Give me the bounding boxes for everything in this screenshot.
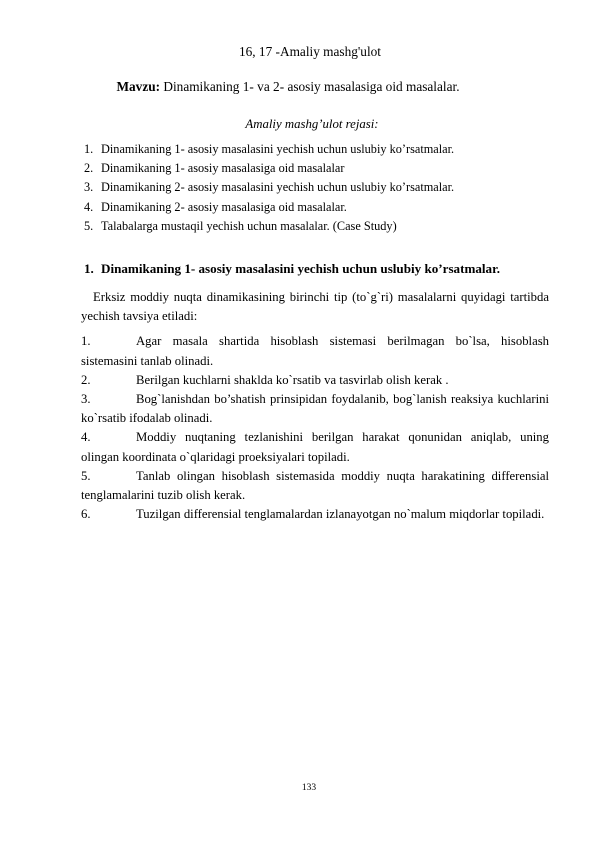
plan-item-text: Dinamikaning 2- asosiy masalasiga oid masalalar.	[101, 199, 347, 214]
step-paragraph	[81, 505, 549, 524]
plan-item	[84, 178, 454, 197]
step-text: Bog`lanishdan bo’shatish prinsipidan foydalanib, bog`lanish reaksiya kuchlarini ko`rsatib ifodalab olinadi.	[81, 392, 549, 426]
plan-item-text: Talabalarga mustaqil yechish uchun masalalar. (Case Study)	[101, 218, 397, 233]
step-text: Tanlab olingan hisoblash sistemasida moddiy nuqta harakatining differensial tenglamalarini tuzib olish kerak.	[81, 468, 549, 503]
plan-item	[84, 140, 454, 159]
topic-label: Mavzu:	[116, 79, 161, 94]
plan-item	[84, 217, 454, 236]
plan-heading: Amaliy mashg’ulot rejasi:	[245, 117, 379, 131]
step-number: 1.	[81, 334, 91, 349]
step-paragraph	[81, 371, 549, 390]
plan-item-number: 5.	[84, 218, 94, 233]
step-text: Berilgan kuchlarni shaklda ko`rsatib va tasvirlab olish kerak .	[136, 372, 449, 387]
step-number: 3.	[81, 392, 91, 407]
topic-line	[0, 79, 596, 95]
plan-list	[84, 140, 454, 236]
step-number: 5.	[81, 468, 91, 483]
step-number: 2.	[81, 372, 91, 387]
page-title: 16, 17 -Amaliy mashg'ulot	[238, 44, 381, 59]
step-number: 4.	[81, 430, 91, 445]
plan-item-text: Dinamikaning 1- asosiy masalasiga oid masalalar	[101, 161, 345, 176]
intro-paragraph: Erksiz moddiy nuqta dinamikasining birinchi tip (to`g`ri) masalalarni quyidagi tartibda yechish tavsiya etiladi:	[81, 290, 549, 324]
step-paragraph	[81, 332, 549, 370]
section-number: 1.	[84, 261, 94, 276]
step-paragraph	[81, 467, 549, 505]
section-heading	[84, 261, 500, 277]
step-number: 6.	[81, 507, 91, 522]
plan-item	[84, 198, 454, 217]
plan-item-text: Dinamikaning 1- asosiy masalasini yechish uchun uslubiy ko’rsatmalar.	[101, 142, 455, 156]
step-paragraph	[81, 428, 549, 466]
plan-item-number: 2.	[84, 161, 94, 176]
plan-item	[84, 159, 454, 178]
step-text: Agar masala shartida hisoblash sistemasi berilmagan bo`lsa, hisoblash sistemasini tanlab olinadi.	[81, 334, 549, 368]
plan-item-number: 4.	[84, 199, 94, 214]
page-number: 133	[301, 783, 317, 793]
topic-text: Dinamikaning 1- va 2- asosiy masalasiga oid masalalar.	[160, 79, 460, 94]
step-text: Moddiy nuqtaning tezlanishini berilgan harakat qonunidan aniqlab, uning olingan koordinata o`qlaridagi proeksiyalari topiladi.	[81, 430, 549, 464]
step-paragraph	[81, 390, 549, 428]
section-heading-text: Dinamikaning 1- asosiy masalasini yechish uchun uslubiy ko’rsatmalar.	[101, 261, 500, 276]
plan-item-number: 3.	[84, 180, 94, 195]
plan-item-text: Dinamikaning 2- asosiy masalasini yechish uchun uslubiy ko’rsatmalar.	[101, 180, 455, 195]
section-body	[81, 288, 549, 524]
step-text: Tuzilgan differensial tenglamalardan izlanayotgan no`malum miqdorlar topiladi.	[136, 507, 545, 522]
plan-item-number: 1.	[84, 142, 94, 156]
